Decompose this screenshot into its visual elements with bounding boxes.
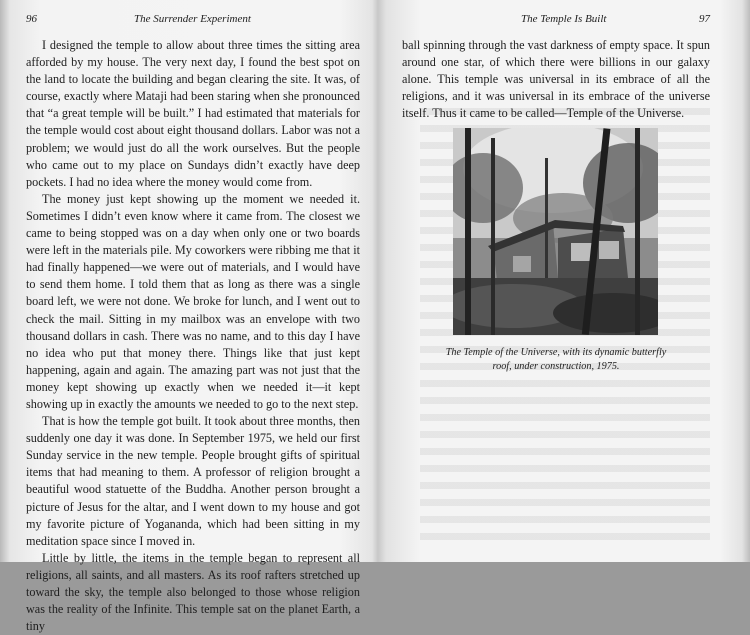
figure-caption: The Temple of the Universe, with its dynamic butterfly roof, under construction, 1975. (445, 347, 667, 372)
paragraph: ball spinning through the vast darkness of empty space. It spun around one star, of which there were billions in our galaxy alone. This temple was universal in its embrace of all the religions, and it was universal in its embrace of the universe itself. Thus it came to be called—Temple of the Universe. (402, 38, 710, 121)
paragraph: I designed the temple to allow about three times the sitting area afforded by my house. The very next day, I found the best spot on the land to locate the building and began clearing the site. It was, of course, exactly where Mataji had been staring when she pronounced that “a great temple will be built.” I had estimated that materials for the temple would cost about eight thousand dollars. Labor was not a problem; we would just do all the work ourselves. But the people who came out to my place on Sundays didn’t exactly have deep pockets. I had no idea where the money would come from. (26, 38, 360, 189)
paragraph: The money just kept showing up the moment we needed it. Sometimes I didn’t even know where it came from. The closest we came to being stopped was on a day when only one or two boards were left in the materials pile. My coworkers were ribbing me that it had finally happened—we were out of materials, and I would have to send them home. I told them that as long as there was a single board left, we were not done. We broke for lunch, and I went out to check the mail. Sitting in my mailbox was an envelope with two thousand dollars in cash. There was no name, and to this day I have no idea who put that money there. Things like that just kept happening, again and again. The amazing part was not just that the money kept showing up exactly when we needed it—it kept showing up in exactly the amounts we needed to go to the next step. (26, 191, 360, 411)
right-page (398, 0, 710, 562)
paragraph: That is how the temple got built. It took about three months, then suddenly one day it was done. In September 1975, we held our first Sunday service in the new temple. People brought gifts of spiritual items that had meaning to them. A professor of religion brought a beautiful wood statuette of the Buddha. Another person brought a picture of Jesus for the altar, and I went down to my house and got my favorite picture of Yogananda, which had been sitting in my meditation space since I moved in. (26, 414, 360, 548)
left-page (22, 0, 360, 634)
right-running-head-title: The Temple Is Built (521, 13, 607, 25)
right-page-number: 97 (699, 13, 710, 25)
left-body-text (26, 37, 360, 635)
left-running-head-title: The Surrender Experiment (134, 13, 251, 25)
temple-photo (453, 128, 658, 335)
left-page-number: 96 (26, 13, 37, 25)
temple-photo-illustration (453, 128, 658, 335)
right-body-text (402, 37, 710, 122)
paragraph: Little by little, the items in the temple began to represent all religions, all saints, and all masters. As its roof rafters stretched up toward the sky, the temple also belonged to those whose religion was the reality of the Infinite. This temple sat on the planet Earth, a tiny (26, 550, 360, 634)
